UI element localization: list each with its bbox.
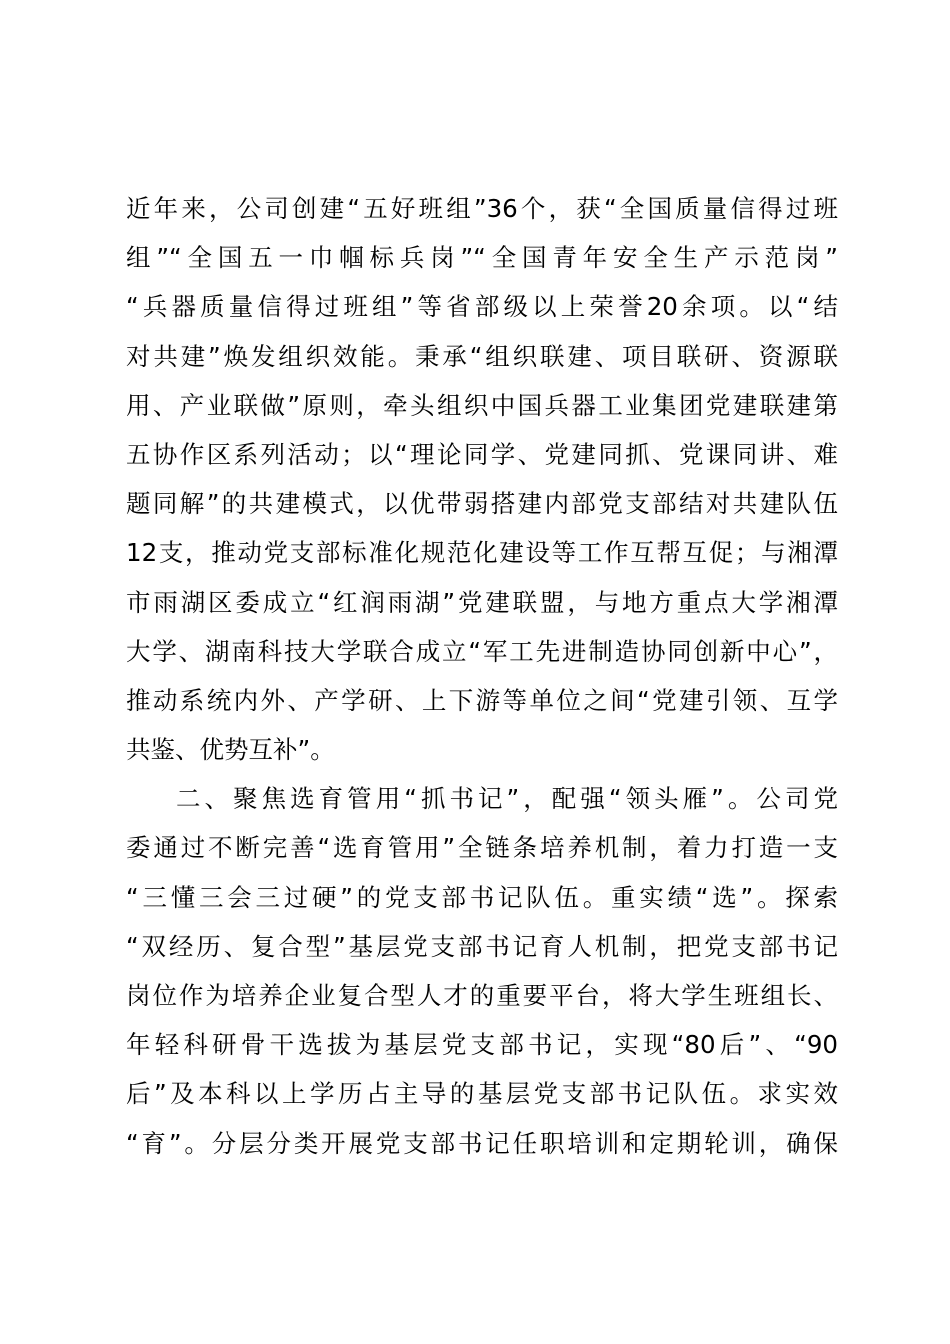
text-line: 用、产业联做”原则，牵头组织中国兵器工业集团党建联建第 bbox=[126, 390, 838, 420]
text-line: 市雨湖区委成立“红润雨湖”党建联盟，与地方重点大学湘潭 bbox=[126, 587, 838, 617]
text-line: 组”“全国五一巾帼标兵岗”“全国青年安全生产示范岗” bbox=[126, 243, 838, 273]
text-line: 岗位作为培养企业复合型人才的重要平台，将大学生班组长、 bbox=[126, 981, 838, 1010]
text-line: 对共建”焕发组织效能。秉承“组织联建、项目联研、资源联 bbox=[126, 341, 838, 371]
text-line: 委通过不断完善“选育管用”全链条培养机制，着力打造一支 bbox=[126, 833, 838, 863]
paragraph-end-line: 共鉴、优势互补”。 bbox=[126, 735, 335, 765]
text-line: 五协作区系列活动；以“理论同学、党建同抓、党课同讲、难 bbox=[126, 439, 838, 469]
text-line: “育”。分层分类开展党支部书记任职培训和定期轮训，确保 bbox=[126, 1128, 838, 1158]
text-line: “双经历、复合型”基层党支部书记育人机制，把党支部书记 bbox=[126, 931, 838, 961]
body-text bbox=[126, 184, 838, 1168]
text-line: 年轻科研骨干选拔为基层党支部书记，实现“80后”、“90 bbox=[126, 1030, 838, 1060]
text-line: 12支，推动党支部标准化规范化建设等工作互帮互促；与湘潭 bbox=[126, 538, 838, 568]
section-heading-line: 二、聚焦选育管用“抓书记”，配强“领头雁”。公司党 bbox=[176, 784, 838, 814]
text-line: 后”及本科以上学历占主导的基层党支部书记队伍。求实效 bbox=[126, 1079, 838, 1109]
text-line: 推动系统内外、产学研、上下游等单位之间“党建引领、互学 bbox=[126, 685, 838, 715]
text-line: “兵器质量信得过班组”等省部级以上荣誉20余项。以“结 bbox=[126, 292, 838, 322]
text-line: 大学、湖南科技大学联合成立“军工先进制造协同创新中心”， bbox=[126, 636, 838, 666]
text-line: 题同解”的共建模式，以优带弱搭建内部党支部结对共建队伍 bbox=[126, 489, 838, 519]
text-line: 近年来，公司创建“五好班组”36个，获“全国质量信得过班 bbox=[126, 194, 838, 223]
text-line: “三懂三会三过硬”的党支部书记队伍。重实绩“选”。探索 bbox=[126, 882, 838, 912]
